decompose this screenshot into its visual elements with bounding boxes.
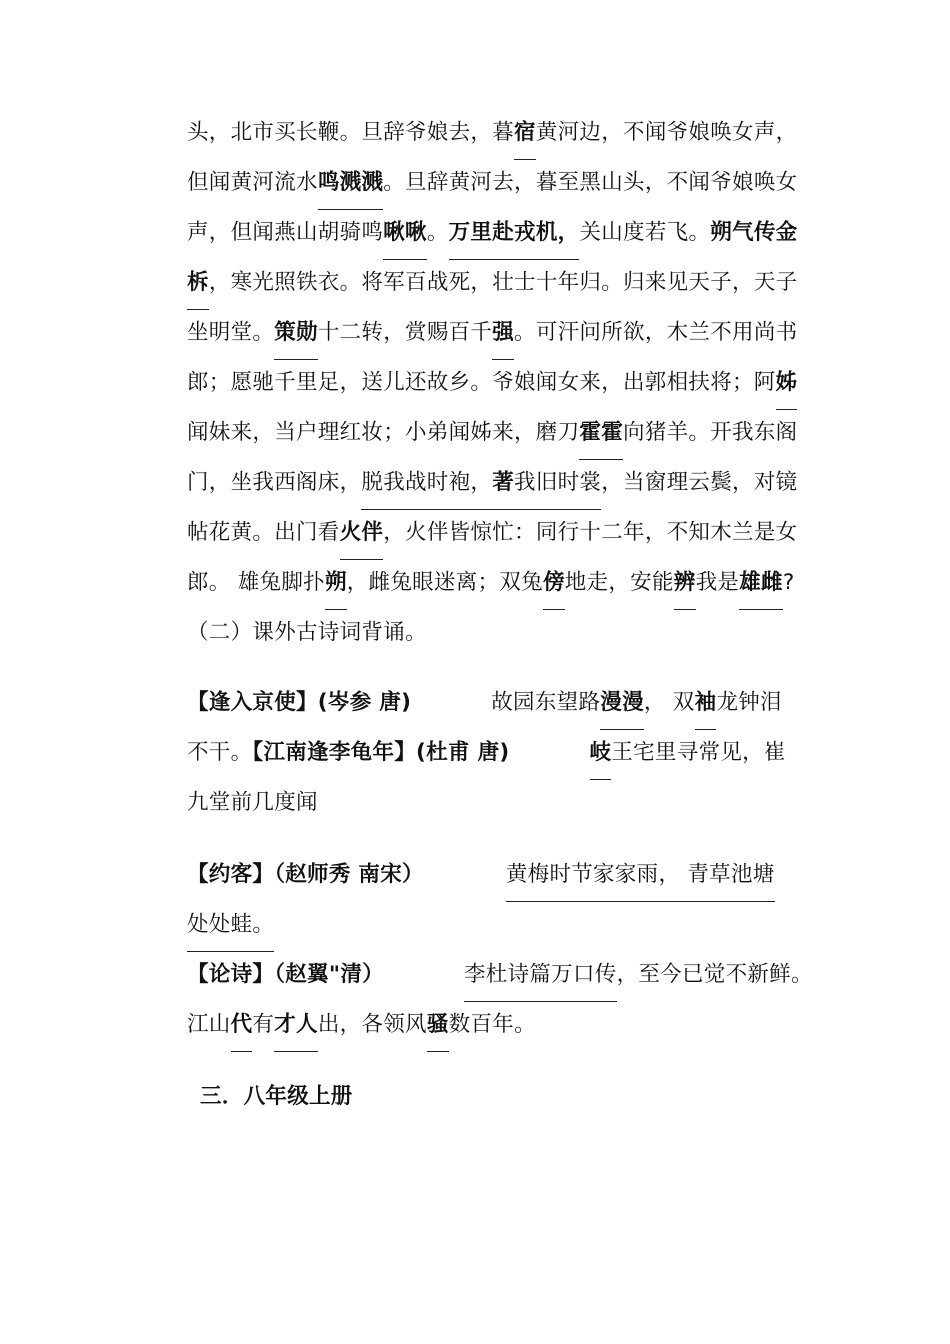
text-segment: 故园东望路 [491,690,601,715]
underlined-term: 火伴 [340,518,384,548]
text-segment: 。 [426,220,449,245]
text-segment: 王宅里寻常见，崔 [611,740,786,765]
text-line [187,618,427,648]
bold-text: 【逢入京使】(岑参 唐) [187,690,412,715]
text-segment: 向猪羊。开我东阁 [623,420,798,445]
underlined-term: 万里赴戎机， [449,218,580,248]
text-line [187,268,797,298]
text-segment: ，当窗理云鬓，对镜 [601,470,798,495]
underlined-term: 雄雌 [739,568,783,598]
underlined-term: 傍 [543,568,565,598]
underlined-term: 脱我战时袍， [361,468,492,498]
text-segment: 门，坐我西阁床， [187,470,362,495]
text-segment: 龙钟泪 [716,690,782,715]
text-segment: 但闻黄河流水 [187,170,318,195]
text-line [187,168,797,198]
text-line [187,688,782,718]
text-segment: 十二转，赏赐百千 [317,320,493,345]
underlined-term: 袖 [695,688,717,718]
underlined-term: 姊 [776,368,798,398]
text-segment: 我是 [695,570,740,595]
underlined-term: 宿 [514,118,536,148]
underlined-term: 代 [231,1010,253,1040]
text-segment: 头，北市买长鞭。旦辞爷娘去，暮 [187,120,515,145]
text-segment: 声，但闻燕山胡骑鸣 [187,220,384,245]
text-line [187,418,797,448]
underlined-term: 处处蛙。 [187,910,274,940]
text-segment: 坐明堂。 [187,320,275,345]
text-line [187,368,797,398]
text-segment: 。可汗问所欲，木兰不用尚书 [514,320,798,345]
text-segment: ，火伴皆惊忙：同行十二年，不知木兰是女 [383,520,798,545]
text-segment: 江山 [187,1012,231,1037]
text-line [187,860,775,890]
text-line [187,788,318,818]
text-line [187,468,797,498]
bold-text: 【约客】（赵师秀 南宋） [187,862,424,887]
underlined-term: 策勋 [274,318,318,348]
text-line [187,218,797,248]
bold-text: 【论诗】（赵翼"清） [187,962,384,987]
text-line [187,738,786,768]
text-segment: 郎。 雄兔脚扑 [187,570,325,595]
text-segment: ? [782,570,795,595]
text-segment: 帖花黄。出门看 [187,520,340,545]
text-segment: ，至今已觉不新鲜。 [616,962,813,987]
text-segment: 地走，安能 [564,570,674,595]
underlined-term: 霍霍 [579,418,623,448]
underlined-term: 我旧时裳 [514,468,601,498]
text-line [187,910,274,940]
text-line [187,1010,536,1040]
underlined-term: 朔 [325,568,347,598]
text-segment: （二）课外古诗词背诵。 [187,620,427,645]
text-line [187,518,797,548]
text-segment: ，雌兔眼迷离；双兔 [346,570,543,595]
underlined-term: 黄梅时节家家雨， 青草池塘 [506,860,775,890]
underlined-term: 骚 [427,1010,449,1040]
text-line [187,960,813,990]
text-segment: ， 双 [643,690,695,715]
text-segment: 数百年。 [448,1012,536,1037]
text-segment: 出，各领风 [317,1012,427,1037]
bold-text: 【江南逢李龟年】(杜甫 唐) [252,740,510,765]
text-segment: 黄河边，不闻爷娘唤女声， [535,120,798,145]
underlined-term: 著 [492,468,514,498]
text-segment: 九堂前几度闻 [187,790,318,815]
text-segment: 关山度若飞。 [579,220,711,245]
text-segment: 有 [252,1012,275,1037]
section-heading [200,1082,353,1112]
underlined-term: 柝 [187,268,209,298]
text-segment: 闻妹来，当户理红妆；小弟闻姊来，磨刀 [187,420,580,445]
text-line [187,568,795,598]
text-segment: 不干。 [187,740,253,765]
bold-text: 三．八年级上册 [200,1084,353,1109]
text-line [187,118,797,148]
underlined-term: 辨 [674,568,696,598]
underlined-term: 才人 [274,1010,318,1040]
text-segment: 。旦辞黄河去，暮至黑山头，不闻爷娘唤女 [383,170,798,195]
underlined-term: 啾啾 [383,218,427,248]
text-segment: ，寒光照铁衣。将军百战死，壮士十年归。归来见天子，天子 [208,270,798,295]
underlined-term: 鸣溅溅 [318,168,383,198]
underlined-term: 李杜诗篇万口传 [464,960,617,990]
underlined-term: 强 [492,318,514,348]
underlined-term: 漫漫 [600,688,644,718]
bold-text: 朔气传金 [710,220,798,245]
text-segment: 郎；愿驰千里足，送儿还故乡。爷娘闻女来，出郭相扶将；阿 [187,370,776,395]
underlined-term: 岐 [590,738,612,768]
text-line [187,318,797,348]
